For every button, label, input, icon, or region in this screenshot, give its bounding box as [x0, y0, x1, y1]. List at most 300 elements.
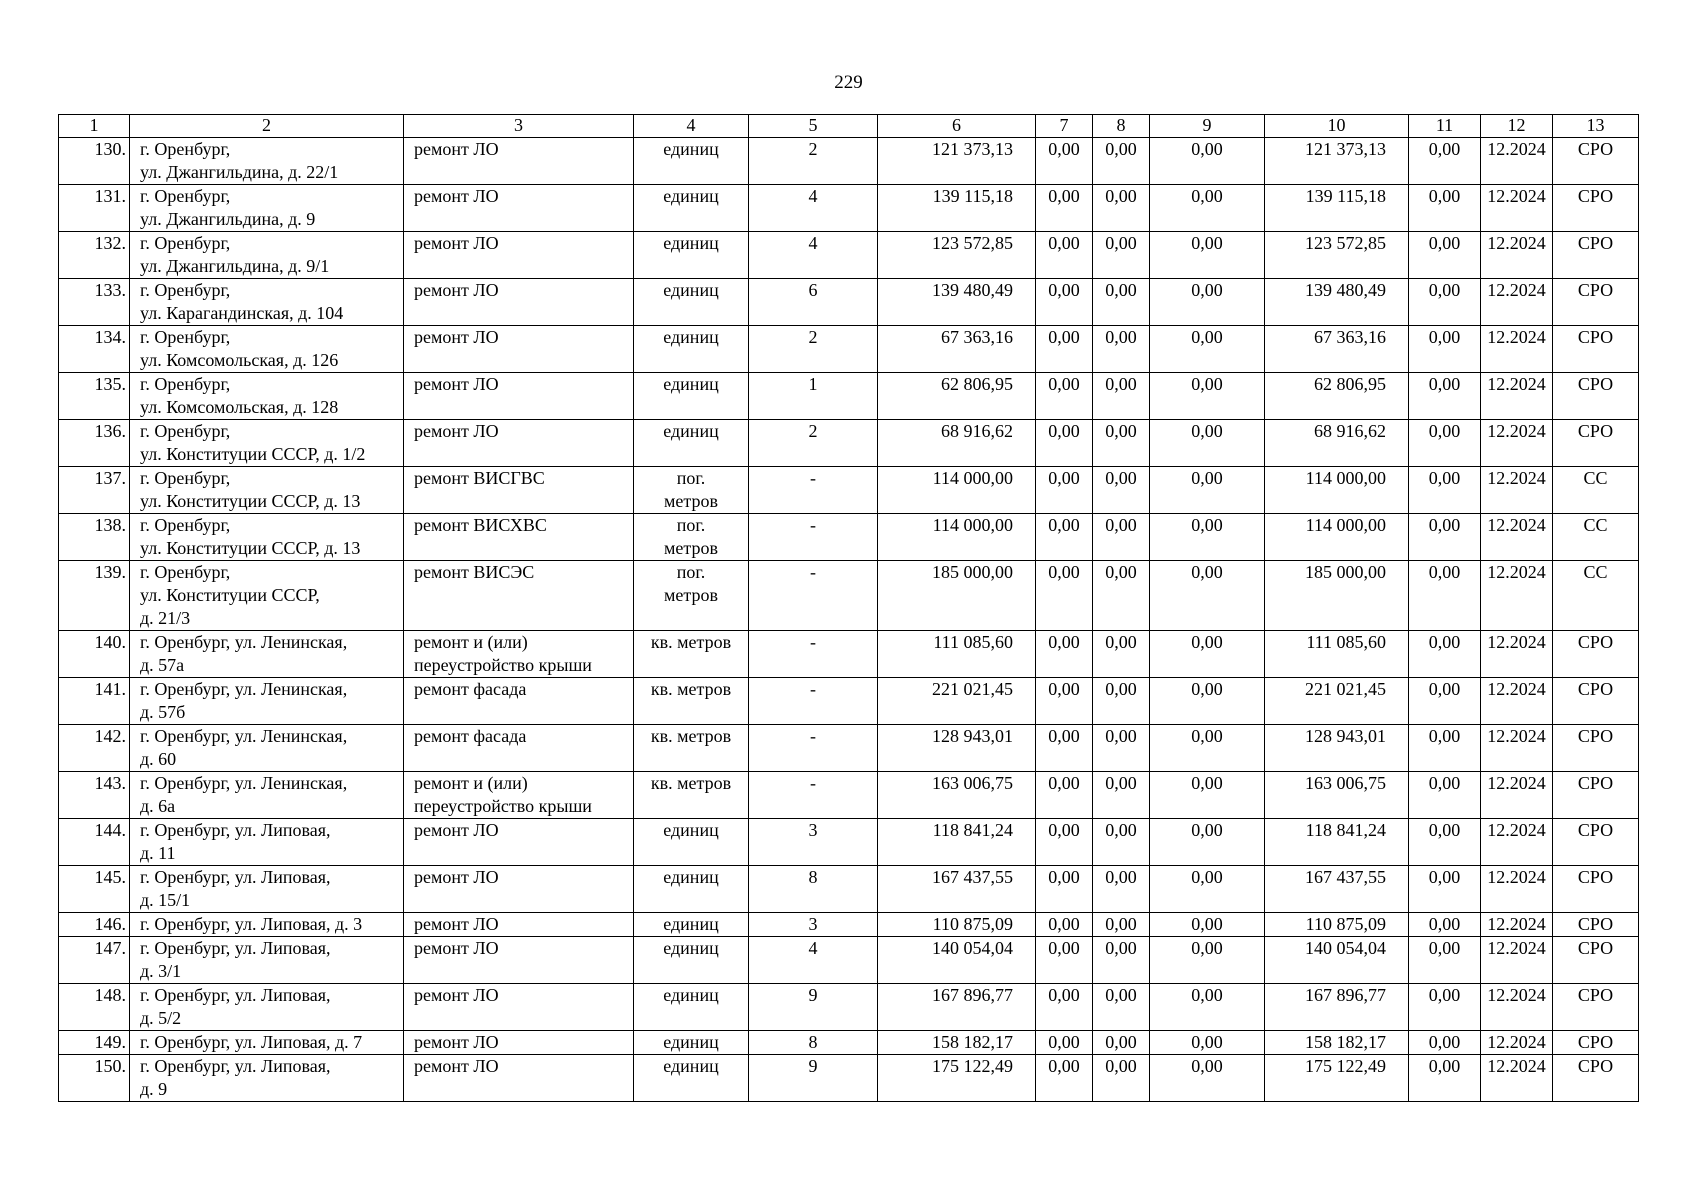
amount-cell: 0,00: [1409, 232, 1481, 279]
address-cell: г. Оренбург, ул. Липовая, д. 5/2: [130, 984, 404, 1031]
amount-cell: 0,00: [1036, 772, 1093, 819]
total-cost-cell: 139 115,18: [878, 185, 1036, 232]
quantity-cell: 9: [749, 984, 878, 1031]
column-header: 7: [1036, 115, 1093, 138]
amount-cell: 0,00: [1150, 138, 1265, 185]
work-type-cell: ремонт ЛО: [404, 420, 634, 467]
completion-date-cell: 12.2024: [1481, 913, 1553, 937]
amount-cell: 0,00: [1093, 373, 1150, 420]
amount-cell: 0,00: [1150, 1055, 1265, 1102]
amount-cell: 0,00: [1150, 561, 1265, 631]
row-number: 130.: [59, 138, 130, 185]
unit-cell: единиц: [634, 373, 749, 420]
amount-cell: 0,00: [1409, 1031, 1481, 1055]
row-number: 138.: [59, 514, 130, 561]
amount-cell: 0,00: [1036, 514, 1093, 561]
fund-amount-cell: 110 875,09: [1265, 913, 1409, 937]
table-row: [59, 185, 1639, 232]
amount-cell: 0,00: [1409, 866, 1481, 913]
page-number: 229: [834, 72, 863, 93]
row-number: 136.: [59, 420, 130, 467]
total-cost-cell: 62 806,95: [878, 373, 1036, 420]
amount-cell: 0,00: [1150, 232, 1265, 279]
amount-cell: 0,00: [1093, 913, 1150, 937]
amount-cell: 0,00: [1036, 326, 1093, 373]
total-cost-cell: 167 437,55: [878, 866, 1036, 913]
address-cell: г. Оренбург, ул. Липовая, д. 9: [130, 1055, 404, 1102]
table-row: [59, 373, 1639, 420]
fund-amount-cell: 167 437,55: [1265, 866, 1409, 913]
address-cell: г. Оренбург, ул. Липовая, д. 7: [130, 1031, 404, 1055]
unit-cell: единиц: [634, 420, 749, 467]
amount-cell: 0,00: [1036, 1055, 1093, 1102]
total-cost-cell: 158 182,17: [878, 1031, 1036, 1055]
method-cell: СРО: [1553, 185, 1639, 232]
column-header: 1: [59, 115, 130, 138]
fund-amount-cell: 175 122,49: [1265, 1055, 1409, 1102]
column-header: 3: [404, 115, 634, 138]
address-cell: г. Оренбург, ул. Конституции СССР, д. 13: [130, 467, 404, 514]
amount-cell: 0,00: [1036, 185, 1093, 232]
amount-cell: 0,00: [1093, 561, 1150, 631]
work-type-cell: ремонт фасада: [404, 725, 634, 772]
quantity-cell: 4: [749, 937, 878, 984]
table-row: [59, 913, 1639, 937]
fund-amount-cell: 114 000,00: [1265, 467, 1409, 514]
method-cell: СРО: [1553, 420, 1639, 467]
amount-cell: 0,00: [1150, 984, 1265, 1031]
work-type-cell: ремонт ЛО: [404, 1055, 634, 1102]
table-row: [59, 420, 1639, 467]
amount-cell: 0,00: [1093, 232, 1150, 279]
amount-cell: 0,00: [1093, 138, 1150, 185]
work-type-cell: ремонт ЛО: [404, 1031, 634, 1055]
completion-date-cell: 12.2024: [1481, 326, 1553, 373]
quantity-cell: 3: [749, 913, 878, 937]
work-type-cell: ремонт ЛО: [404, 232, 634, 279]
row-number: 148.: [59, 984, 130, 1031]
quantity-cell: 4: [749, 232, 878, 279]
amount-cell: 0,00: [1093, 185, 1150, 232]
amount-cell: 0,00: [1150, 279, 1265, 326]
method-cell: СРО: [1553, 279, 1639, 326]
row-number: 142.: [59, 725, 130, 772]
amount-cell: 0,00: [1093, 631, 1150, 678]
amount-cell: 0,00: [1150, 185, 1265, 232]
completion-date-cell: 12.2024: [1481, 185, 1553, 232]
total-cost-cell: 111 085,60: [878, 631, 1036, 678]
fund-amount-cell: 68 916,62: [1265, 420, 1409, 467]
table-row: [59, 561, 1639, 631]
address-cell: г. Оренбург, ул. Липовая, д. 3/1: [130, 937, 404, 984]
completion-date-cell: 12.2024: [1481, 514, 1553, 561]
method-cell: СРО: [1553, 326, 1639, 373]
completion-date-cell: 12.2024: [1481, 232, 1553, 279]
unit-cell: единиц: [634, 913, 749, 937]
column-header: 6: [878, 115, 1036, 138]
table-row: [59, 937, 1639, 984]
table-row: [59, 467, 1639, 514]
method-cell: СС: [1553, 467, 1639, 514]
amount-cell: 0,00: [1150, 866, 1265, 913]
total-cost-cell: 221 021,45: [878, 678, 1036, 725]
method-cell: СРО: [1553, 1031, 1639, 1055]
fund-amount-cell: 128 943,01: [1265, 725, 1409, 772]
quantity-cell: 2: [749, 326, 878, 373]
amount-cell: 0,00: [1093, 937, 1150, 984]
address-cell: г. Оренбург, ул. Конституции СССР, д. 21/3: [130, 561, 404, 631]
work-type-cell: ремонт ЛО: [404, 819, 634, 866]
unit-cell: пог. метров: [634, 561, 749, 631]
fund-amount-cell: 167 896,77: [1265, 984, 1409, 1031]
total-cost-cell: 121 373,13: [878, 138, 1036, 185]
total-cost-cell: 139 480,49: [878, 279, 1036, 326]
amount-cell: 0,00: [1093, 866, 1150, 913]
completion-date-cell: 12.2024: [1481, 819, 1553, 866]
amount-cell: 0,00: [1093, 279, 1150, 326]
address-cell: г. Оренбург, ул. Конституции СССР, д. 13: [130, 514, 404, 561]
row-number: 143.: [59, 772, 130, 819]
fund-amount-cell: 114 000,00: [1265, 514, 1409, 561]
amount-cell: 0,00: [1150, 678, 1265, 725]
fund-amount-cell: 111 085,60: [1265, 631, 1409, 678]
amount-cell: 0,00: [1036, 631, 1093, 678]
completion-date-cell: 12.2024: [1481, 678, 1553, 725]
method-cell: СРО: [1553, 373, 1639, 420]
amount-cell: 0,00: [1093, 514, 1150, 561]
work-type-cell: ремонт ЛО: [404, 984, 634, 1031]
unit-cell: кв. метров: [634, 772, 749, 819]
amount-cell: 0,00: [1409, 420, 1481, 467]
total-cost-cell: 175 122,49: [878, 1055, 1036, 1102]
row-number: 145.: [59, 866, 130, 913]
column-header: 11: [1409, 115, 1481, 138]
amount-cell: 0,00: [1409, 913, 1481, 937]
amount-cell: 0,00: [1036, 937, 1093, 984]
amount-cell: 0,00: [1036, 232, 1093, 279]
amount-cell: 0,00: [1036, 561, 1093, 631]
unit-cell: кв. метров: [634, 678, 749, 725]
row-number: 133.: [59, 279, 130, 326]
completion-date-cell: 12.2024: [1481, 138, 1553, 185]
method-cell: СС: [1553, 561, 1639, 631]
unit-cell: пог. метров: [634, 467, 749, 514]
amount-cell: 0,00: [1150, 1031, 1265, 1055]
row-number: 139.: [59, 561, 130, 631]
amount-cell: 0,00: [1036, 819, 1093, 866]
amount-cell: 0,00: [1150, 514, 1265, 561]
row-number: 132.: [59, 232, 130, 279]
method-cell: СРО: [1553, 678, 1639, 725]
work-type-cell: ремонт фасада: [404, 678, 634, 725]
table-row: [59, 984, 1639, 1031]
total-cost-cell: 140 054,04: [878, 937, 1036, 984]
fund-amount-cell: 163 006,75: [1265, 772, 1409, 819]
completion-date-cell: 12.2024: [1481, 1055, 1553, 1102]
unit-cell: единиц: [634, 326, 749, 373]
row-number: 141.: [59, 678, 130, 725]
table-row: [59, 232, 1639, 279]
address-cell: г. Оренбург, ул. Джангильдина, д. 22/1: [130, 138, 404, 185]
fund-amount-cell: 158 182,17: [1265, 1031, 1409, 1055]
work-type-cell: ремонт ЛО: [404, 326, 634, 373]
quantity-cell: -: [749, 631, 878, 678]
address-cell: г. Оренбург, ул. Липовая, д. 11: [130, 819, 404, 866]
table-row: [59, 326, 1639, 373]
fund-amount-cell: 140 054,04: [1265, 937, 1409, 984]
address-cell: г. Оренбург, ул. Ленинская, д. 60: [130, 725, 404, 772]
work-type-cell: ремонт ЛО: [404, 937, 634, 984]
work-type-cell: ремонт ЛО: [404, 373, 634, 420]
total-cost-cell: 67 363,16: [878, 326, 1036, 373]
amount-cell: 0,00: [1409, 326, 1481, 373]
amount-cell: 0,00: [1150, 420, 1265, 467]
amount-cell: 0,00: [1409, 514, 1481, 561]
completion-date-cell: 12.2024: [1481, 561, 1553, 631]
amount-cell: 0,00: [1409, 185, 1481, 232]
amount-cell: 0,00: [1036, 279, 1093, 326]
column-header: 4: [634, 115, 749, 138]
amount-cell: 0,00: [1036, 138, 1093, 185]
fund-amount-cell: 121 373,13: [1265, 138, 1409, 185]
fund-amount-cell: 221 021,45: [1265, 678, 1409, 725]
work-type-cell: ремонт ЛО: [404, 185, 634, 232]
completion-date-cell: 12.2024: [1481, 1031, 1553, 1055]
amount-cell: 0,00: [1409, 984, 1481, 1031]
total-cost-cell: 123 572,85: [878, 232, 1036, 279]
address-cell: г. Оренбург, ул. Карагандинская, д. 104: [130, 279, 404, 326]
unit-cell: единиц: [634, 1055, 749, 1102]
amount-cell: 0,00: [1093, 819, 1150, 866]
table-row: [59, 1055, 1639, 1102]
amount-cell: 0,00: [1150, 373, 1265, 420]
table-body: [59, 138, 1639, 1102]
amount-cell: 0,00: [1150, 326, 1265, 373]
work-type-cell: ремонт ЛО: [404, 279, 634, 326]
amount-cell: 0,00: [1150, 467, 1265, 514]
quantity-cell: 8: [749, 1031, 878, 1055]
amount-cell: 0,00: [1093, 1055, 1150, 1102]
row-number: 131.: [59, 185, 130, 232]
amount-cell: 0,00: [1093, 725, 1150, 772]
amount-cell: 0,00: [1150, 772, 1265, 819]
row-number: 149.: [59, 1031, 130, 1055]
method-cell: СРО: [1553, 984, 1639, 1031]
amount-cell: 0,00: [1093, 678, 1150, 725]
unit-cell: единиц: [634, 279, 749, 326]
unit-cell: единиц: [634, 937, 749, 984]
work-type-cell: ремонт и (или) переустройство крыши: [404, 772, 634, 819]
work-type-cell: ремонт ВИСГВС: [404, 467, 634, 514]
amount-cell: 0,00: [1409, 819, 1481, 866]
address-cell: г. Оренбург, ул. Конституции СССР, д. 1/2: [130, 420, 404, 467]
works-table: [58, 114, 1639, 1102]
address-cell: г. Оренбург, ул. Ленинская, д. 6а: [130, 772, 404, 819]
work-type-cell: ремонт ЛО: [404, 913, 634, 937]
total-cost-cell: 167 896,77: [878, 984, 1036, 1031]
table-row: [59, 678, 1639, 725]
row-number: 144.: [59, 819, 130, 866]
work-type-cell: ремонт и (или) переустройство крыши: [404, 631, 634, 678]
work-type-cell: ремонт ВИСХВС: [404, 514, 634, 561]
unit-cell: кв. метров: [634, 631, 749, 678]
row-number: 134.: [59, 326, 130, 373]
amount-cell: 0,00: [1093, 772, 1150, 819]
amount-cell: 0,00: [1409, 725, 1481, 772]
amount-cell: 0,00: [1036, 725, 1093, 772]
amount-cell: 0,00: [1150, 913, 1265, 937]
amount-cell: 0,00: [1409, 772, 1481, 819]
amount-cell: 0,00: [1036, 984, 1093, 1031]
amount-cell: 0,00: [1036, 467, 1093, 514]
row-number: 150.: [59, 1055, 130, 1102]
fund-amount-cell: 62 806,95: [1265, 373, 1409, 420]
quantity-cell: 9: [749, 1055, 878, 1102]
quantity-cell: 4: [749, 185, 878, 232]
column-header: 13: [1553, 115, 1639, 138]
table-row: [59, 514, 1639, 561]
fund-amount-cell: 118 841,24: [1265, 819, 1409, 866]
quantity-cell: 8: [749, 866, 878, 913]
table-row: [59, 138, 1639, 185]
amount-cell: 0,00: [1409, 138, 1481, 185]
amount-cell: 0,00: [1409, 467, 1481, 514]
row-number: 146.: [59, 913, 130, 937]
quantity-cell: -: [749, 561, 878, 631]
fund-amount-cell: 123 572,85: [1265, 232, 1409, 279]
quantity-cell: -: [749, 467, 878, 514]
method-cell: СРО: [1553, 913, 1639, 937]
table-row: [59, 725, 1639, 772]
amount-cell: 0,00: [1093, 984, 1150, 1031]
table-row: [59, 631, 1639, 678]
total-cost-cell: 185 000,00: [878, 561, 1036, 631]
method-cell: СРО: [1553, 725, 1639, 772]
quantity-cell: -: [749, 725, 878, 772]
quantity-cell: 3: [749, 819, 878, 866]
column-header: 10: [1265, 115, 1409, 138]
completion-date-cell: 12.2024: [1481, 866, 1553, 913]
work-type-cell: ремонт ЛО: [404, 138, 634, 185]
method-cell: СРО: [1553, 819, 1639, 866]
fund-amount-cell: 139 115,18: [1265, 185, 1409, 232]
total-cost-cell: 110 875,09: [878, 913, 1036, 937]
column-header: 8: [1093, 115, 1150, 138]
table-row: [59, 1031, 1639, 1055]
unit-cell: кв. метров: [634, 725, 749, 772]
total-cost-cell: 163 006,75: [878, 772, 1036, 819]
total-cost-cell: 114 000,00: [878, 514, 1036, 561]
method-cell: СРО: [1553, 866, 1639, 913]
unit-cell: единиц: [634, 138, 749, 185]
work-type-cell: ремонт ВИСЭС: [404, 561, 634, 631]
amount-cell: 0,00: [1150, 631, 1265, 678]
fund-amount-cell: 139 480,49: [1265, 279, 1409, 326]
amount-cell: 0,00: [1409, 1055, 1481, 1102]
total-cost-cell: 118 841,24: [878, 819, 1036, 866]
unit-cell: единиц: [634, 185, 749, 232]
completion-date-cell: 12.2024: [1481, 467, 1553, 514]
amount-cell: 0,00: [1093, 467, 1150, 514]
method-cell: СРО: [1553, 937, 1639, 984]
address-cell: г. Оренбург, ул. Комсомольская, д. 128: [130, 373, 404, 420]
header-row: [59, 115, 1639, 138]
quantity-cell: 2: [749, 138, 878, 185]
quantity-cell: -: [749, 772, 878, 819]
total-cost-cell: 128 943,01: [878, 725, 1036, 772]
amount-cell: 0,00: [1409, 373, 1481, 420]
amount-cell: 0,00: [1093, 420, 1150, 467]
column-header: 9: [1150, 115, 1265, 138]
completion-date-cell: 12.2024: [1481, 984, 1553, 1031]
address-cell: г. Оренбург, ул. Ленинская, д. 57а: [130, 631, 404, 678]
address-cell: г. Оренбург, ул. Комсомольская, д. 126: [130, 326, 404, 373]
table-row: [59, 772, 1639, 819]
amount-cell: 0,00: [1036, 866, 1093, 913]
amount-cell: 0,00: [1409, 279, 1481, 326]
fund-amount-cell: 185 000,00: [1265, 561, 1409, 631]
amount-cell: 0,00: [1093, 1031, 1150, 1055]
amount-cell: 0,00: [1093, 326, 1150, 373]
method-cell: СРО: [1553, 138, 1639, 185]
column-header: 5: [749, 115, 878, 138]
amount-cell: 0,00: [1036, 1031, 1093, 1055]
quantity-cell: 2: [749, 420, 878, 467]
quantity-cell: -: [749, 514, 878, 561]
address-cell: г. Оренбург, ул. Джангильдина, д. 9: [130, 185, 404, 232]
amount-cell: 0,00: [1409, 561, 1481, 631]
method-cell: СС: [1553, 514, 1639, 561]
row-number: 147.: [59, 937, 130, 984]
amount-cell: 0,00: [1409, 937, 1481, 984]
total-cost-cell: 114 000,00: [878, 467, 1036, 514]
unit-cell: единиц: [634, 866, 749, 913]
quantity-cell: 6: [749, 279, 878, 326]
column-header: 12: [1481, 115, 1553, 138]
unit-cell: пог. метров: [634, 514, 749, 561]
amount-cell: 0,00: [1409, 678, 1481, 725]
row-number: 135.: [59, 373, 130, 420]
method-cell: СРО: [1553, 232, 1639, 279]
completion-date-cell: 12.2024: [1481, 279, 1553, 326]
amount-cell: 0,00: [1409, 631, 1481, 678]
unit-cell: единиц: [634, 232, 749, 279]
method-cell: СРО: [1553, 772, 1639, 819]
row-number: 140.: [59, 631, 130, 678]
address-cell: г. Оренбург, ул. Ленинская, д. 57б: [130, 678, 404, 725]
amount-cell: 0,00: [1150, 937, 1265, 984]
unit-cell: единиц: [634, 819, 749, 866]
unit-cell: единиц: [634, 984, 749, 1031]
row-number: 137.: [59, 467, 130, 514]
address-cell: г. Оренбург, ул. Липовая, д. 15/1: [130, 866, 404, 913]
completion-date-cell: 12.2024: [1481, 772, 1553, 819]
completion-date-cell: 12.2024: [1481, 725, 1553, 772]
completion-date-cell: 12.2024: [1481, 937, 1553, 984]
amount-cell: 0,00: [1150, 819, 1265, 866]
table-row: [59, 279, 1639, 326]
column-header: 2: [130, 115, 404, 138]
amount-cell: 0,00: [1036, 373, 1093, 420]
table-row: [59, 866, 1639, 913]
work-type-cell: ремонт ЛО: [404, 866, 634, 913]
fund-amount-cell: 67 363,16: [1265, 326, 1409, 373]
quantity-cell: 1: [749, 373, 878, 420]
completion-date-cell: 12.2024: [1481, 420, 1553, 467]
unit-cell: единиц: [634, 1031, 749, 1055]
method-cell: СРО: [1553, 631, 1639, 678]
table-row: [59, 819, 1639, 866]
